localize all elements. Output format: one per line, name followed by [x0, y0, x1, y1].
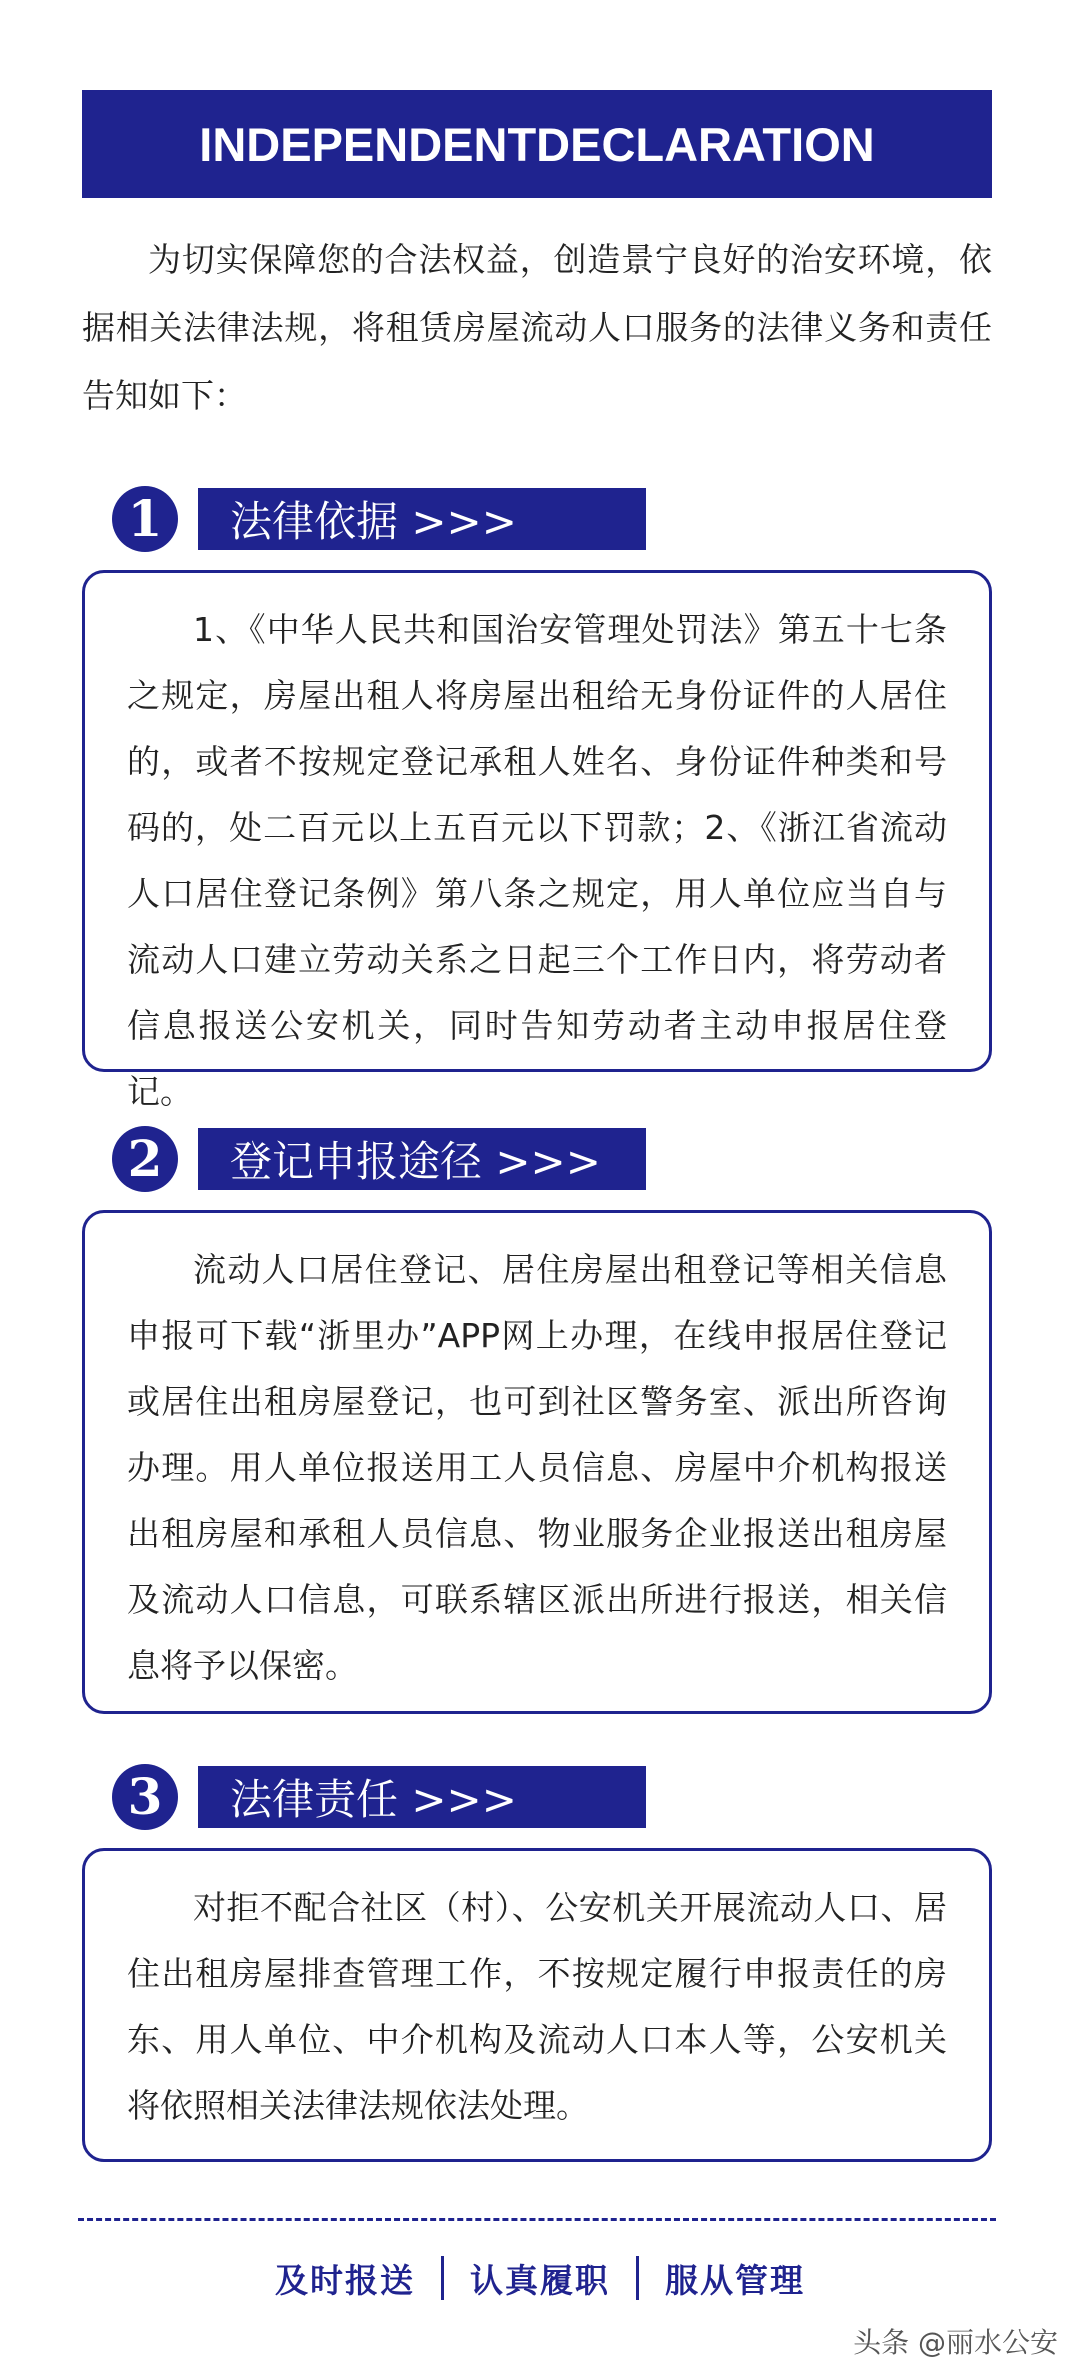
dashed-divider [78, 2218, 996, 2221]
footer-slogan-duty: 认真履职 [470, 2260, 610, 2300]
footer-slogan-comply: 服从管理 [665, 2260, 805, 2300]
section-body-liability: 对拒不配合社区（村）、公安机关开展流动人口、居住出租房屋排查管理工作，不按规定履行申报责任的房东、用人单位、中介机构及流动人口本人等，公安机关将依照相关法律法规依法处理。 [127, 1888, 947, 2125]
section-body-registration: 流动人口居住登记、居住房屋出租登记等相关信息申报可下载“浙里办”APP网上办理，在线申报居住登记或居住出租房屋登记，也可到社区警务室、派出所咨询办理。用人单位报送用工人员信息、房屋中介机构报送出租房屋和承租人员信息、物业服务企业报送出租房屋及流动人口信息，可联系辖区派出所进行报送，相关信息将予以保密。 [127, 1250, 947, 1685]
intro-paragraph: 为切实保障您的合法权益，创造景宁良好的治安环境，依据相关法律法规，将租赁房屋流动人口服务的法律义务和责任告知如下： [82, 240, 992, 415]
number-two-badge: 2 [112, 1126, 178, 1192]
section-body-legal-basis: 1、《中华人民共和国治安管理处罚法》第五十七条之规定，房屋出租人将房屋出租给无身份证件的人居住的，或者不按规定登记承租人姓名、身份证件种类和号码的，处二百元以上五百元以下罚款；2、《浙江省流动人口居住登记条例》第八条之规定，用人单位应当自与流动人口建立劳动关系之日起三个工作日内，将劳动者信息报送公安机关，同时告知劳动者主动申报居住登记。 [127, 610, 947, 1111]
section-title-liability: 法律责任 >>> [198, 1766, 646, 1828]
number-three-badge: 3 [112, 1764, 178, 1830]
section-heading-registration [112, 1124, 646, 1194]
section-box-legal-basis [82, 570, 992, 1111]
banner-title: INDEPENDENTDECLARATION [199, 117, 875, 171]
section-heading-liability [112, 1762, 646, 1832]
watermark-text: 头条 @丽水公安 [853, 2326, 1058, 2359]
footer-slogan-report: 及时报送 [275, 2260, 415, 2300]
footer-slogans [0, 2248, 1080, 2308]
section-box-registration [82, 1210, 992, 1714]
section-title-legal-basis: 法律依据 >>> [198, 488, 646, 550]
section-box-liability [82, 1848, 992, 2162]
section-heading-legal-basis [112, 484, 646, 554]
number-one-badge: 1 [112, 486, 178, 552]
section-title-registration: 登记申报途径 >>> [198, 1128, 646, 1190]
header-banner [82, 90, 992, 198]
